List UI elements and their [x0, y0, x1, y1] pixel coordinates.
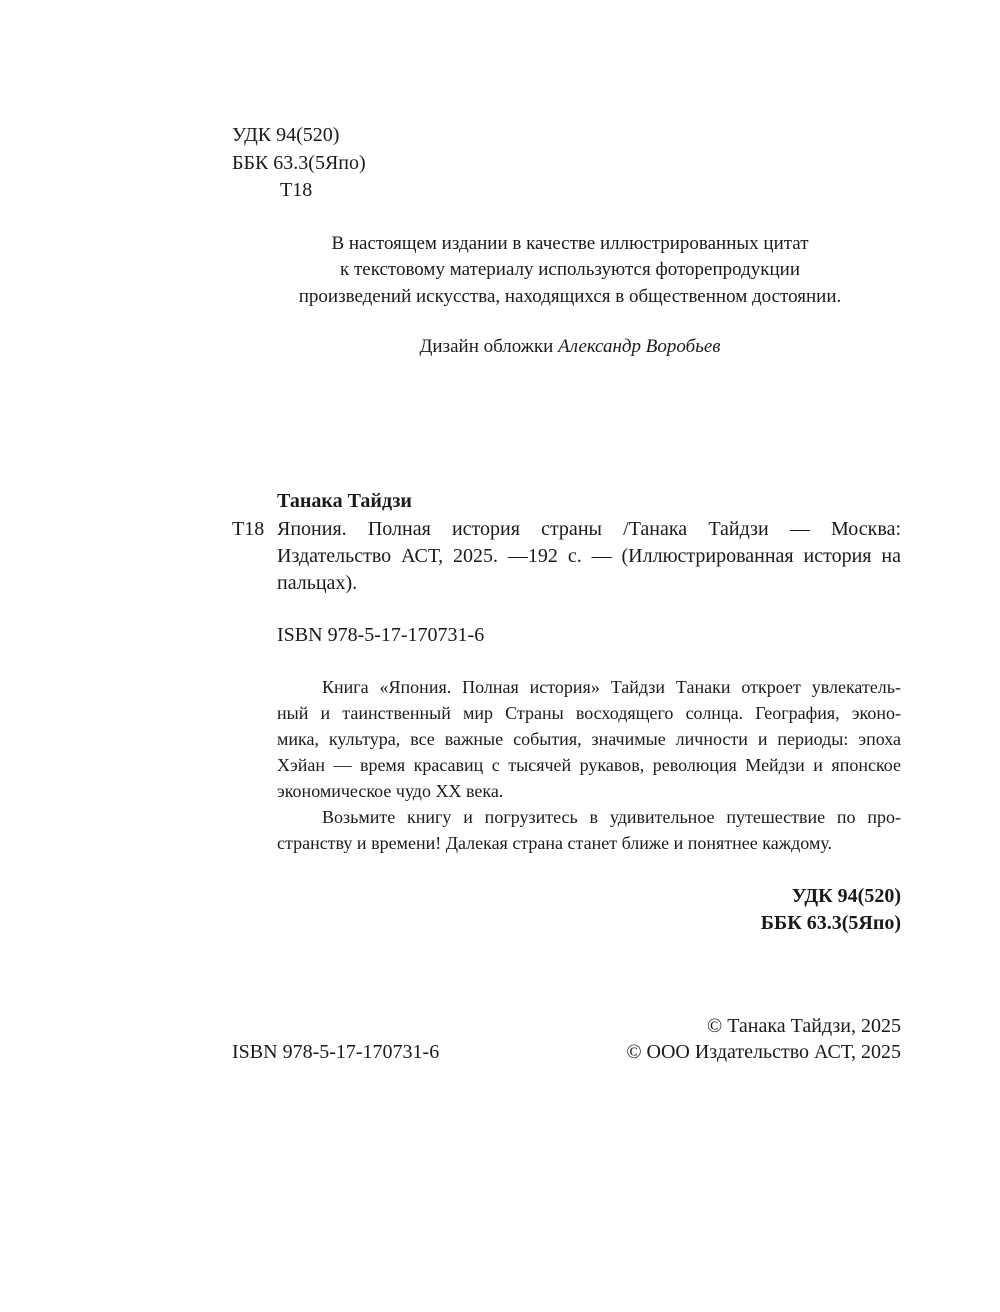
bbk-code-bottom: ББК 63.3(5Япо) [760, 912, 901, 934]
isbn-record: ISBN 978-5-17-170731-6 [277, 624, 485, 646]
bbk-code-top: ББК 63.3(5Япо) [232, 152, 366, 174]
cover-design-label: Дизайн обложки [419, 336, 559, 357]
copyright-publisher: © ООО Издательство АСТ, 2025 [626, 1041, 901, 1063]
isbn-footer: ISBN 978-5-17-170731-6 [232, 1041, 440, 1063]
annotation-line: ный и таинственный мир Страны восходящего солнца. География, эконо- [277, 703, 901, 723]
annotation-line: экономическое чудо XX века. [277, 781, 504, 801]
author-name: Танака Тайдзи [277, 490, 412, 512]
bib-description-line-3: пальцах). [277, 572, 358, 594]
cover-design-credit [200, 333, 940, 361]
udk-code-bottom: УДК 94(520) [791, 885, 901, 907]
annotation-line: Хэйан — время красавиц с тысячей рукавов, революция Мейдзи и японское [277, 755, 901, 775]
annotation-line: странству и времени! Далекая страна станет ближе и понятнее каждому. [277, 833, 833, 853]
notice-line-2: к текстовому материалу используются фоторепродукции [339, 259, 801, 280]
cover-designer-name: Александр Воробьев [558, 336, 721, 357]
bib-description-line-1: Япония. Полная история страны /Танака Тайдзи — Москва: [277, 518, 901, 540]
annotation-line: Возьмите книгу и погрузитесь в удивительное путешествие по про- [322, 807, 901, 827]
author-code-top: Т18 [280, 179, 313, 201]
annotation-line: мика, культура, все важные события, значимые личности и периоды: эпоха [277, 729, 901, 749]
notice-line-3: произведений искусства, находящихся в общественном достоянии. [298, 286, 842, 307]
author-code: Т18 [232, 518, 265, 540]
copyright-author: © Танака Тайдзи, 2025 [707, 1015, 901, 1037]
notice-line-1: В настоящем издании в качестве иллюстрированных цитат [331, 233, 809, 254]
annotation-line: Книга «Япония. Полная история» Тайдзи Танаки откроет увлекатель- [322, 677, 901, 697]
bib-description-line-2: Издательство АСТ, 2025. —192 с. — (Иллюстрированная история на [277, 545, 901, 567]
udk-code-top: УДК 94(520) [232, 124, 340, 146]
